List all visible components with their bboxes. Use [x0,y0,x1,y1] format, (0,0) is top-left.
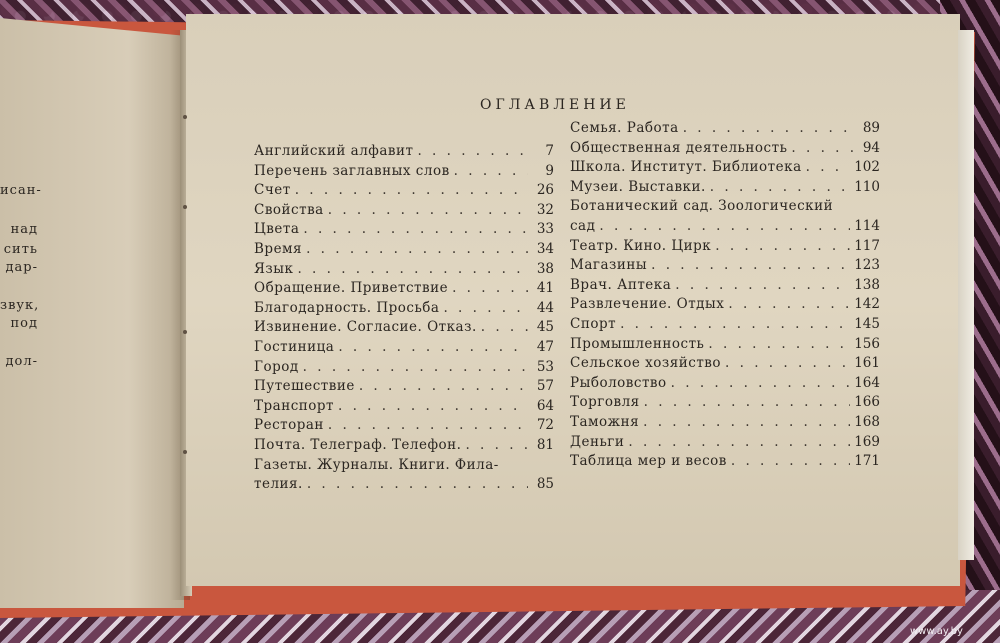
toc-entry-title: Школа. Институт. Библиотека [570,159,802,176]
toc-entry-page: 166 [854,394,880,411]
toc-entry-page: 32 [536,201,554,218]
toc-leader-dots [599,218,850,234]
toc-entry [254,182,554,202]
toc-entry-title: Свойства [254,201,324,218]
toc-entry-page: 94 [862,139,880,156]
toc-entry [570,375,880,395]
toc-entry-title: Извинение. Согласие. Отказ. [254,319,477,336]
toc-entry-page: 45 [536,319,554,336]
toc-leader-dots [328,202,528,218]
toc-left-column [254,143,554,496]
binding-stitch [183,330,187,334]
toc-entry-page: 145 [854,315,880,332]
toc-leader-dots [644,394,851,410]
toc-entry [254,417,554,437]
toc-entry-title: сад [570,217,596,234]
toc-entry-page: 33 [536,221,554,238]
toc-entry [570,453,880,473]
binding-stitch [183,450,187,454]
toc-entry [254,457,554,477]
toc-entry-title: Деньги [570,433,625,450]
toc-leader-dots [297,261,528,277]
left-fragment: исан- [0,183,42,198]
toc-right-column [570,120,880,473]
left-page [0,18,184,608]
toc-leader-dots [651,257,850,273]
toc-leader-dots [306,241,528,257]
toc-entry-title: Торговля [570,394,640,411]
toc-entry-title: Магазины [570,257,648,274]
toc-entry-page: 85 [536,476,554,493]
toc-leader-dots [806,159,851,175]
toc-leader-dots [481,319,528,335]
toc-entry [254,163,554,183]
toc-entry-title: Язык [254,260,294,277]
toc-entry-page: 64 [536,397,554,414]
page-edges [958,30,974,560]
toc-entry [570,336,880,356]
toc-leader-dots [417,143,528,159]
left-fragment: дар- [5,260,38,275]
toc-entry-title: Английский алфавит [254,143,414,159]
toc-entry [254,339,554,359]
toc-leader-dots [452,280,528,296]
toc-entry [570,277,880,297]
toc-entry-page: 53 [536,358,554,375]
left-fragment: сить [3,242,38,257]
toc-entry [254,300,554,320]
toc-leader-dots [443,300,528,316]
toc-entry-page: 34 [536,240,554,257]
toc-leader-dots [295,182,528,198]
toc-leader-dots [708,336,850,352]
toc-entry [570,296,880,316]
toc-entry-title: Обращение. Приветствие [254,280,449,297]
toc-leader-dots [307,476,528,492]
toc-leader-dots [728,296,850,312]
toc-entry [254,378,554,398]
toc-leader-dots [710,179,850,195]
toc-entry-title: Время [254,240,303,257]
toc-entry [254,221,554,241]
toc-entry-title: Почта. Телеграф. Телефон. [254,436,462,453]
toc-leader-dots [328,417,528,433]
toc-entry [570,238,880,258]
toc-entry-title: Общественная деятельность [570,139,788,156]
toc-entry-page: 110 [854,178,880,195]
toc-leader-dots [620,316,850,332]
binding-stitch [183,205,187,209]
toc-entry [570,414,880,434]
toc-entry [570,120,880,140]
toc-entry-title: Врач. Аптека [570,276,672,293]
toc-leader-dots [643,414,850,430]
toc-entry-page: 72 [536,417,554,434]
toc-entry-title: Таможня [570,413,640,430]
toc-entry [570,179,880,199]
toc-entry-page: 142 [854,296,880,313]
toc-entry-title: Счет [254,182,291,199]
toc-leader-dots [671,375,851,391]
toc-entry-title: Город [254,358,299,375]
toc-entry-title: Ресторан [254,417,324,434]
toc-entry-page: 57 [536,378,554,395]
toc-entry-title: Транспорт [254,397,334,414]
toc-entry [570,394,880,414]
toc-entry [254,143,554,163]
toc-entry [570,434,880,454]
toc-entry [254,359,554,379]
toc-entry-page: 123 [854,257,880,274]
toc-entry-page: 164 [854,374,880,391]
toc-leader-dots [725,355,850,371]
toc-entry-title: Гостиница [254,338,335,355]
toc-entry-title: Сельское хозяйство [570,355,722,372]
toc-entry-title: Промышленность [570,335,705,352]
toc-title: ОГЛАВЛЕНИЕ [480,97,630,113]
toc-leader-dots [338,339,528,355]
toc-leader-dots [359,378,528,394]
toc-entry-title: Спорт [570,315,617,332]
toc-leader-dots [628,434,850,450]
toc-entry-page: 26 [536,182,554,199]
left-fragment: под [10,316,38,331]
toc-entry-page: 161 [854,355,880,372]
toc-entry-page: 38 [536,260,554,277]
toc-leader-dots [791,140,854,156]
toc-entry-title: Перечень заглавных слов [254,162,450,179]
left-fragment: над [10,222,38,237]
toc-entry [254,280,554,300]
toc-leader-dots [683,120,854,136]
toc-entry [254,398,554,418]
toc-entry-title: Газеты. Журналы. Книги. Фила- [254,456,499,473]
toc-entry-title: Музеи. Выставки. [570,178,706,195]
toc-entry-page: 168 [854,413,880,430]
toc-entry-page: 89 [862,120,880,136]
toc-entry [570,218,880,238]
toc-entry-page: 81 [536,436,554,453]
toc-leader-dots [465,437,528,453]
toc-entry [570,198,880,218]
toc-entry-page: 138 [854,276,880,293]
toc-entry-title: телия. [254,476,303,493]
toc-entry [254,261,554,281]
toc-entry-title: Цвета [254,221,300,238]
toc-entry [570,316,880,336]
toc-leader-dots [338,398,528,414]
toc-leader-dots [731,453,850,469]
toc-entry-title: Таблица мер и весов [570,453,727,470]
toc-entry-page: 156 [854,335,880,352]
toc-entry [570,159,880,179]
toc-entry-title: Путешествие [254,378,355,395]
toc-entry-page: 171 [854,453,880,470]
binding-stitch [183,115,187,119]
left-fragment: звук, [0,298,40,313]
toc-leader-dots [303,221,528,237]
toc-entry [254,437,554,457]
toc-entry-page: 9 [545,162,554,179]
toc-entry [254,202,554,222]
toc-leader-dots [454,163,528,179]
toc-entry-page: 114 [854,217,880,234]
toc-entry-page: 117 [854,237,880,254]
toc-entry [570,257,880,277]
toc-entry-title: Семья. Работа [570,120,679,136]
toc-entry-page: 102 [854,159,880,176]
toc-entry-page: 47 [536,338,554,355]
toc-entry-page: 7 [545,143,554,159]
toc-entry-page: 44 [536,299,554,316]
toc-entry-title: Театр. Кино. Цирк [570,237,712,254]
toc-entry [254,476,554,496]
toc-entry [254,319,554,339]
toc-entry-page: 169 [854,433,880,450]
toc-entry-title: Ботанический сад. Зоологический [570,198,834,215]
toc-entry [254,241,554,261]
toc-entry [570,355,880,375]
toc-leader-dots [715,238,850,254]
toc-entry-title: Благодарность. Просьба [254,299,440,316]
toc-entry-title: Развлечение. Отдых [570,296,725,313]
toc-leader-dots [303,359,528,375]
watermark: www.ay.by [910,626,963,637]
toc-entry-title: Рыболовство [570,374,667,391]
left-fragment: дол- [5,354,38,369]
toc-entry [570,140,880,160]
toc-leader-dots [675,277,850,293]
toc-entry-page: 41 [536,280,554,297]
